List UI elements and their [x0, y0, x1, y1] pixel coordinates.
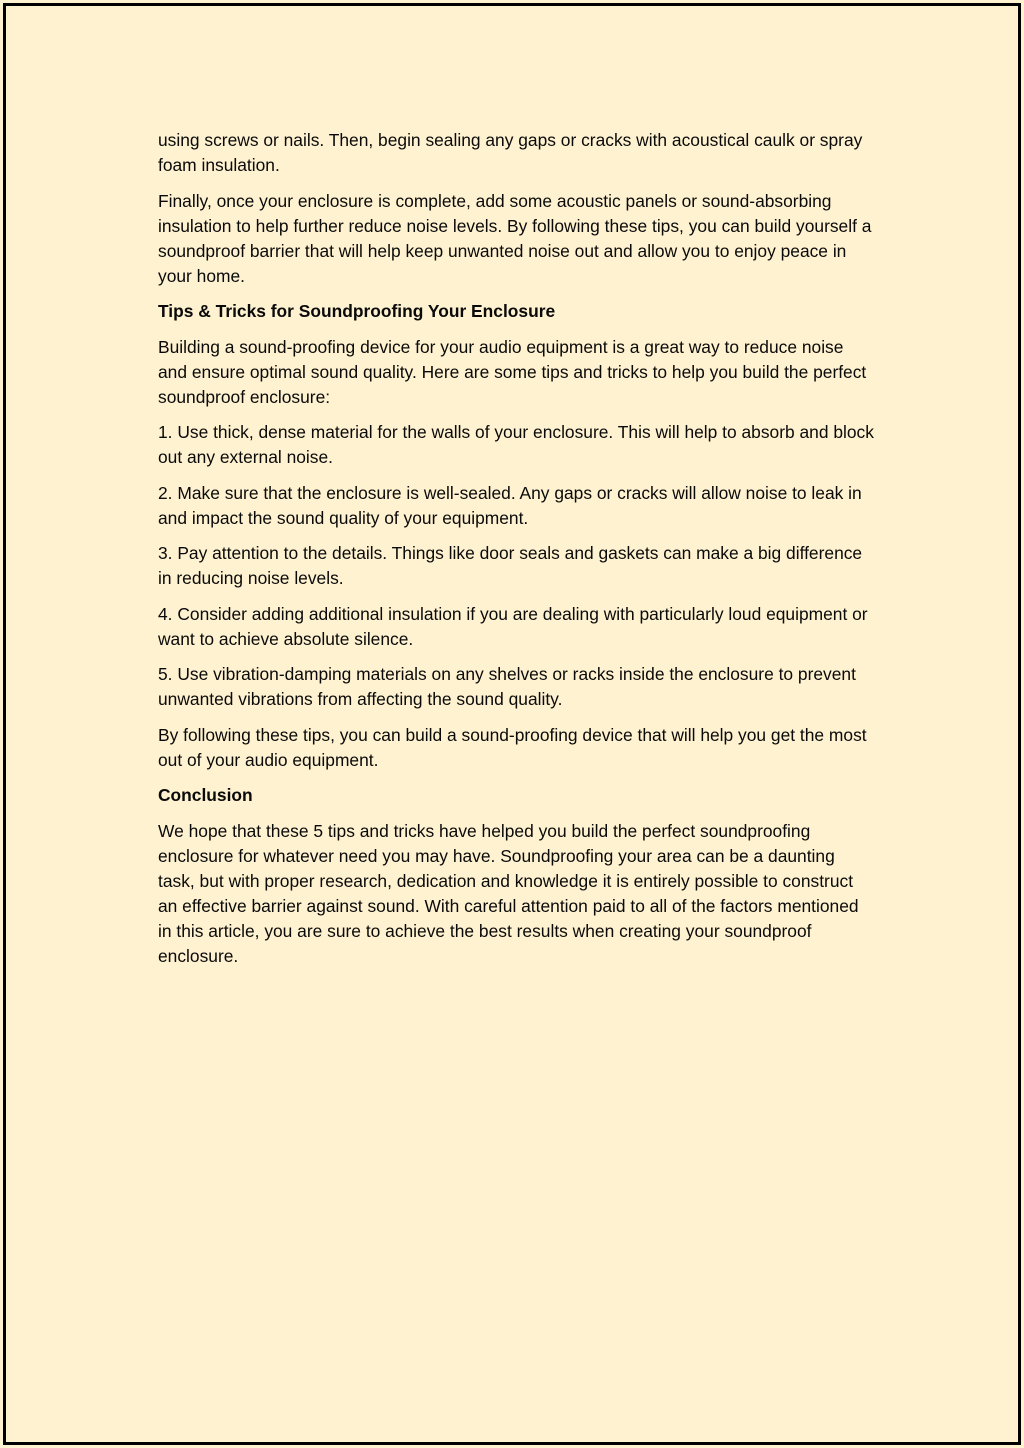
article-body	[158, 128, 874, 979]
tip-item-4: 4. Consider adding additional insulation if you are dealing with particularly loud equipment or want to achieve absolute silence.	[158, 603, 868, 649]
tip-item-2: 2. Make sure that the enclosure is well-sealed. Any gaps or cracks will allow noise to leak in and impact the sound quality of your equipment.	[158, 482, 862, 528]
paragraph-sealing: using screws or nails. Then, begin sealing any gaps or cracks with acoustical caulk or spray foam insulation.	[158, 130, 863, 175]
tip-item-5: 5. Use vibration-damping materials on any shelves or racks inside the enclosure to prevent unwanted vibrations from affecting the sound quality.	[158, 664, 856, 709]
tip-item-3: 3. Pay attention to the details. Things like door seals and gaskets can make a big difference in reducing noise levels.	[158, 543, 863, 588]
heading-tips-tricks: Tips & Tricks for Soundproofing Your Enclosure	[158, 301, 556, 321]
paragraph-tips-intro: Building a sound-proofing device for your audio equipment is a great way to reduce noise and ensure optimal sound quality. Here are some tips and tricks to help you build the perfect soundproof enclosure:	[158, 336, 867, 407]
paragraph-conclusion: We hope that these 5 tips and tricks have helped you build the perfect soundproofing enclosure for whatever need you may have. Soundproofing your area can be a daunting task, but with proper research, dedication and knowledge it is entirely possible to construct an effective barrier against sound. With careful attention paid to all of the factors mentioned in this article, you are sure to achieve the best results when creating your soundproof enclosure.	[158, 820, 859, 966]
tip-item-1: 1. Use thick, dense material for the walls of your enclosure. This will help to absorb and block out any external noise.	[158, 422, 874, 467]
document-page	[3, 3, 1021, 1445]
heading-conclusion: Conclusion	[158, 785, 253, 805]
paragraph-acoustic-panels: Finally, once your enclosure is complete, add some acoustic panels or sound-absorbing insulation to help further reduce noise levels. By following these tips, you can build yourself a soundproof barrier that will help keep unwanted noise out and allow you to enjoy peace in your home.	[158, 190, 872, 286]
paragraph-tips-closing: By following these tips, you can build a sound-proofing device that will help you get the most out of your audio equipment.	[158, 724, 867, 770]
